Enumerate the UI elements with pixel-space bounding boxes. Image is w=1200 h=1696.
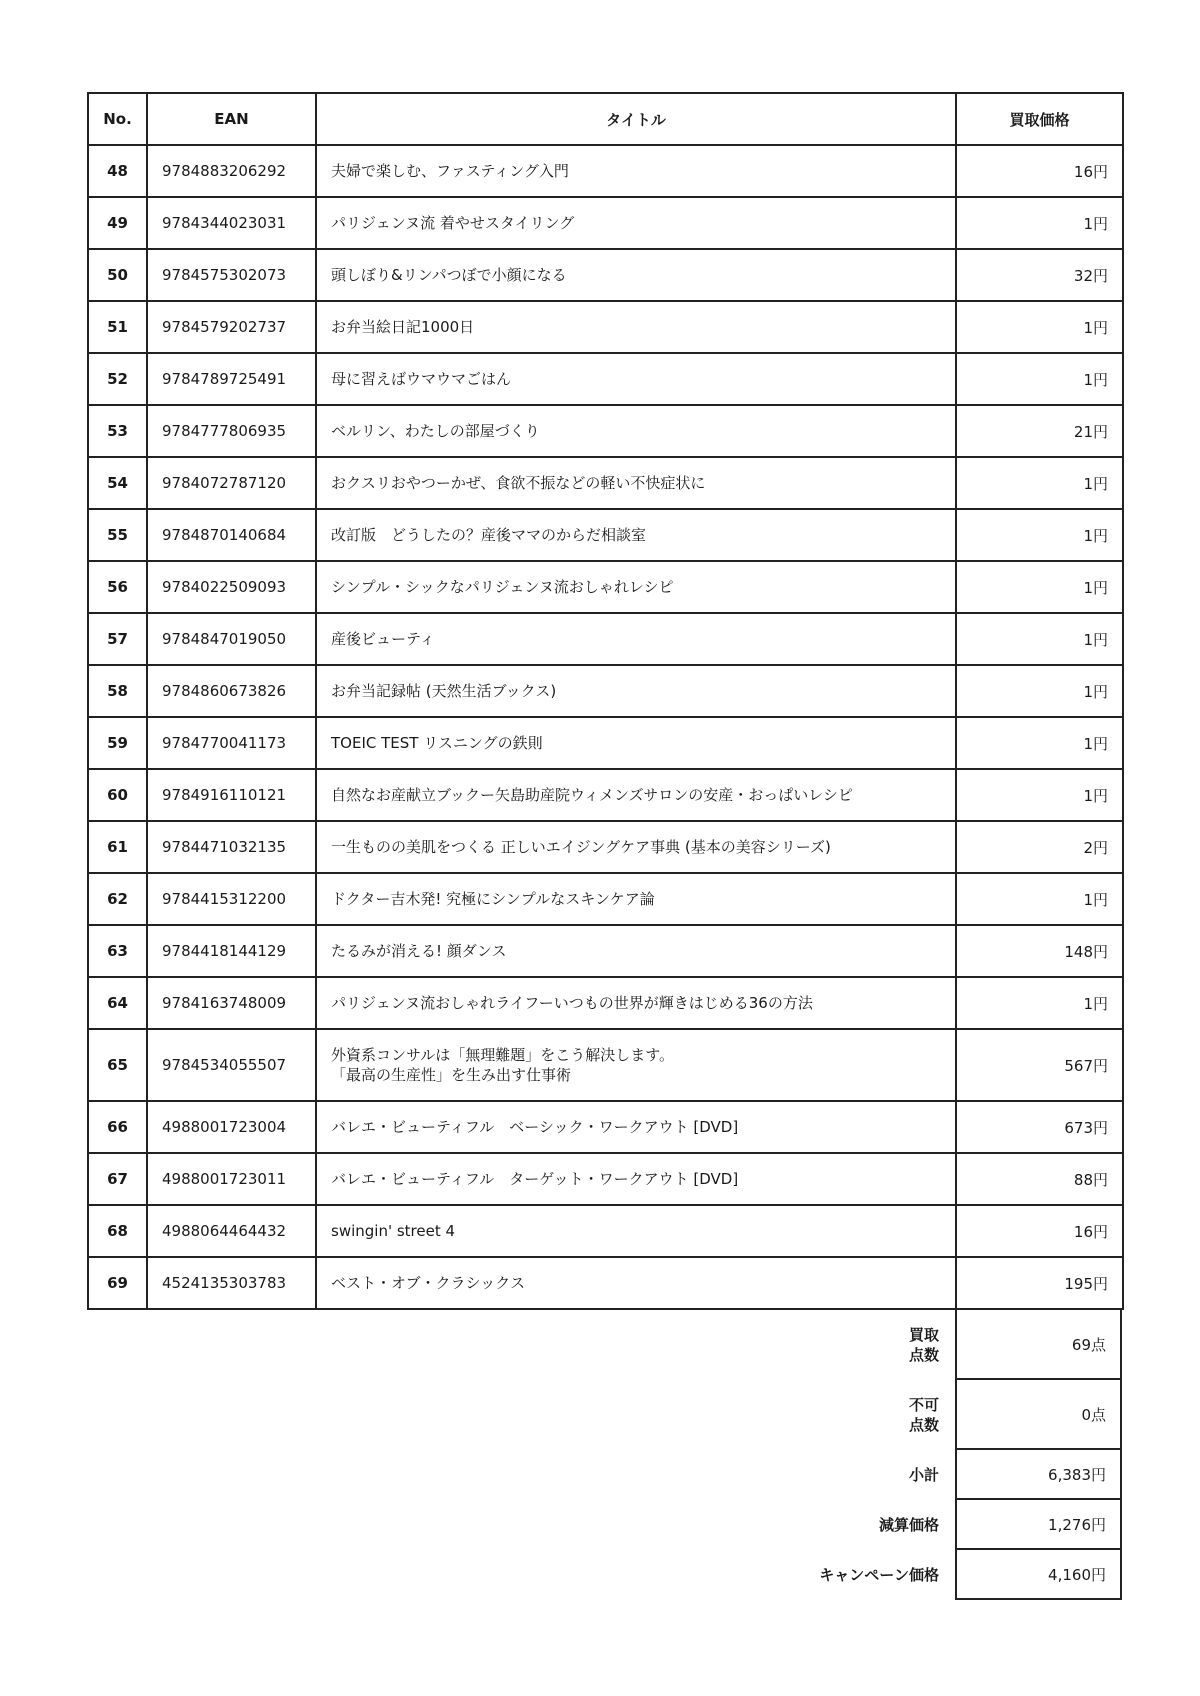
table-row	[88, 405, 1123, 457]
summary-label	[87, 1380, 955, 1450]
summary-label-line: 点数	[908, 1346, 939, 1364]
row-title-line: シンプル・シックなパリジェンヌ流おしゃれレシピ	[331, 578, 674, 596]
row-price: 1円	[956, 717, 1123, 769]
row-ean: 9784579202737	[147, 301, 316, 353]
row-ean: 4524135303783	[147, 1257, 316, 1309]
row-title-line: ドクター吉木発! 究極にシンプルなスキンケア論	[331, 890, 655, 908]
row-title-line: 自然なお産献立ブックー矢島助産院ウィメンズサロンの安産・おっぱいレシピ	[331, 786, 853, 804]
row-title-line: お弁当絵日記1000日	[331, 318, 475, 336]
header-no: No.	[88, 93, 147, 145]
summary-label	[87, 1500, 955, 1550]
table-row	[88, 1205, 1123, 1257]
row-title	[316, 145, 956, 197]
row-title-line: swingin' street 4	[331, 1222, 456, 1240]
table-row	[88, 769, 1123, 821]
purchase-statement	[87, 92, 1122, 1584]
row-price: 32円	[956, 249, 1123, 301]
summary-value: 1,276円	[955, 1500, 1122, 1550]
row-title	[316, 613, 956, 665]
row-title	[316, 405, 956, 457]
summary-label-line: キャンペーン価格	[819, 1566, 939, 1584]
row-ean: 9784415312200	[147, 873, 316, 925]
table-row	[88, 1153, 1123, 1205]
row-price: 1円	[956, 457, 1123, 509]
row-number: 49	[88, 197, 147, 249]
row-title-line: ベスト・オブ・クラシックス	[331, 1274, 526, 1292]
row-ean: 4988064464432	[147, 1205, 316, 1257]
table-row	[88, 665, 1123, 717]
row-title-line: 一生ものの美肌をつくる 正しいエイジングケア事典 (基本の美容シリーズ)	[331, 838, 831, 856]
row-title-line: パリジェンヌ流 着やせスタイリング	[331, 214, 575, 232]
row-ean: 4988001723004	[147, 1101, 316, 1153]
row-price: 1円	[956, 197, 1123, 249]
summary-row	[87, 1310, 1122, 1380]
row-title-line: 「最高の生産性」を生み出す仕事術	[331, 1066, 572, 1084]
items-table	[87, 92, 1124, 1310]
summary-value: 4,160円	[955, 1550, 1122, 1600]
row-price: 195円	[956, 1257, 1123, 1309]
row-ean: 9784575302073	[147, 249, 316, 301]
summary-block	[87, 1310, 1122, 1600]
row-number: 53	[88, 405, 147, 457]
row-title	[316, 665, 956, 717]
table-header-row	[88, 93, 1123, 145]
row-number: 54	[88, 457, 147, 509]
table-row	[88, 197, 1123, 249]
row-number: 67	[88, 1153, 147, 1205]
row-price: 1円	[956, 613, 1123, 665]
row-ean: 9784471032135	[147, 821, 316, 873]
row-title	[316, 873, 956, 925]
row-number: 59	[88, 717, 147, 769]
row-number: 50	[88, 249, 147, 301]
row-ean: 9784883206292	[147, 145, 316, 197]
header-title: タイトル	[316, 93, 956, 145]
row-ean: 9784789725491	[147, 353, 316, 405]
table-row	[88, 1257, 1123, 1309]
row-price: 1円	[956, 509, 1123, 561]
row-title	[316, 197, 956, 249]
header-ean: EAN	[147, 93, 316, 145]
row-ean: 9784860673826	[147, 665, 316, 717]
row-title-line: 夫婦で楽しむ、ファスティング入門	[331, 162, 569, 180]
row-number: 66	[88, 1101, 147, 1153]
summary-row	[87, 1550, 1122, 1600]
row-ean: 9784418144129	[147, 925, 316, 977]
row-ean: 9784916110121	[147, 769, 316, 821]
table-row	[88, 1101, 1123, 1153]
table-row	[88, 925, 1123, 977]
table-row	[88, 301, 1123, 353]
row-title-line: 頭しぼり&リンパつぼで小顔になる	[331, 266, 567, 284]
header-price: 買取価格	[956, 93, 1123, 145]
row-number: 48	[88, 145, 147, 197]
row-price: 16円	[956, 1205, 1123, 1257]
row-ean: 9784163748009	[147, 977, 316, 1029]
row-number: 57	[88, 613, 147, 665]
row-price: 88円	[956, 1153, 1123, 1205]
row-price: 567円	[956, 1029, 1123, 1101]
row-title	[316, 977, 956, 1029]
row-title	[316, 925, 956, 977]
row-title-line: 母に習えばウマウマごはん	[331, 370, 512, 388]
table-row	[88, 821, 1123, 873]
summary-value: 6,383円	[955, 1450, 1122, 1500]
table-row	[88, 509, 1123, 561]
row-title	[316, 457, 956, 509]
row-title-line: 産後ビューティ	[331, 630, 435, 648]
summary-row	[87, 1500, 1122, 1550]
row-ean: 9784870140684	[147, 509, 316, 561]
row-title-line: TOEIC TEST リスニングの鉄則	[331, 734, 543, 752]
row-number: 63	[88, 925, 147, 977]
row-title	[316, 717, 956, 769]
row-title	[316, 1153, 956, 1205]
row-price: 1円	[956, 561, 1123, 613]
row-price: 1円	[956, 873, 1123, 925]
table-row	[88, 613, 1123, 665]
row-title	[316, 561, 956, 613]
row-title	[316, 1101, 956, 1153]
row-ean: 9784770041173	[147, 717, 316, 769]
table-row	[88, 1029, 1123, 1101]
table-row	[88, 717, 1123, 769]
row-ean: 9784344023031	[147, 197, 316, 249]
row-ean: 9784777806935	[147, 405, 316, 457]
row-title	[316, 1257, 956, 1309]
summary-row	[87, 1380, 1122, 1450]
row-price: 1円	[956, 665, 1123, 717]
row-title	[316, 509, 956, 561]
summary-label-line: 点数	[908, 1416, 939, 1434]
row-ean: 9784072787120	[147, 457, 316, 509]
row-price: 2円	[956, 821, 1123, 873]
row-title-line: パリジェンヌ流おしゃれライフーいつもの世界が輝きはじめる36の方法	[331, 994, 813, 1012]
row-title	[316, 249, 956, 301]
table-row	[88, 457, 1123, 509]
row-title-line: おクスリおやつーかぜ、食欲不振などの軽い不快症状に	[331, 474, 706, 492]
table-row	[88, 249, 1123, 301]
row-ean: 9784022509093	[147, 561, 316, 613]
row-price: 1円	[956, 353, 1123, 405]
row-price: 1円	[956, 769, 1123, 821]
row-number: 58	[88, 665, 147, 717]
row-price: 1円	[956, 977, 1123, 1029]
row-number: 61	[88, 821, 147, 873]
row-price: 16円	[956, 145, 1123, 197]
summary-value: 0点	[955, 1380, 1122, 1450]
row-title-line: 改訂版 どうしたの？産後ママのからだ相談室	[331, 526, 647, 544]
summary-label-line: 買取	[908, 1326, 939, 1344]
summary-label	[87, 1310, 955, 1380]
row-number: 55	[88, 509, 147, 561]
row-ean: 9784847019050	[147, 613, 316, 665]
row-title	[316, 301, 956, 353]
table-row	[88, 977, 1123, 1029]
row-number: 65	[88, 1029, 147, 1101]
row-title-line: たるみが消える! 顔ダンス	[331, 942, 507, 960]
row-ean: 4988001723011	[147, 1153, 316, 1205]
row-number: 56	[88, 561, 147, 613]
row-number: 62	[88, 873, 147, 925]
table-row	[88, 145, 1123, 197]
summary-label	[87, 1450, 955, 1500]
row-price: 21円	[956, 405, 1123, 457]
row-title-line: バレエ・ビューティフル ターゲット・ワークアウト [DVD]	[331, 1170, 739, 1188]
row-number: 64	[88, 977, 147, 1029]
row-title	[316, 1029, 956, 1101]
row-title	[316, 769, 956, 821]
summary-label	[87, 1550, 955, 1600]
row-number: 51	[88, 301, 147, 353]
row-ean: 9784534055507	[147, 1029, 316, 1101]
summary-value: 69点	[955, 1310, 1122, 1380]
table-row	[88, 561, 1123, 613]
row-number: 68	[88, 1205, 147, 1257]
table-row	[88, 873, 1123, 925]
row-price: 673円	[956, 1101, 1123, 1153]
row-title-line: ベルリン、わたしの部屋づくり	[331, 422, 540, 440]
row-title	[316, 353, 956, 405]
row-title-line: バレエ・ビューティフル ベーシック・ワークアウト [DVD]	[331, 1118, 739, 1136]
items-table-body	[88, 145, 1123, 1309]
summary-row	[87, 1450, 1122, 1500]
row-title-line: 外資系コンサルは「無理難題」をこう解決します。	[331, 1046, 675, 1064]
summary-label-line: 小計	[908, 1466, 939, 1484]
row-title-line: お弁当記録帖 (天然生活ブックス)	[331, 682, 557, 700]
row-price: 148円	[956, 925, 1123, 977]
row-title	[316, 821, 956, 873]
row-title	[316, 1205, 956, 1257]
row-number: 60	[88, 769, 147, 821]
row-number: 52	[88, 353, 147, 405]
table-row	[88, 353, 1123, 405]
row-number: 69	[88, 1257, 147, 1309]
summary-label-line: 減算価格	[878, 1516, 939, 1534]
summary-label-line: 不可	[908, 1396, 939, 1414]
row-price: 1円	[956, 301, 1123, 353]
